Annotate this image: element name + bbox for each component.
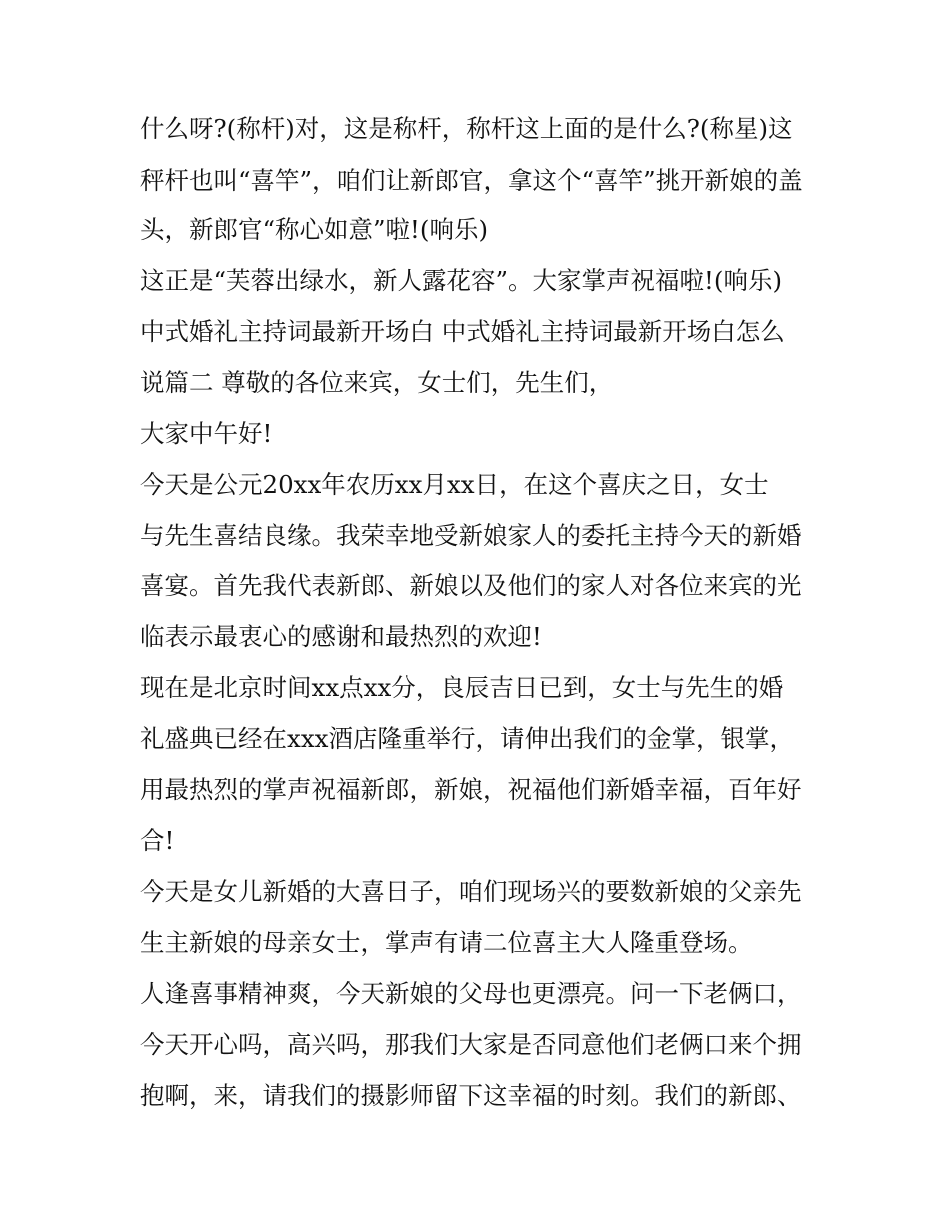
text-line: 临表示最衷心的感谢和最热烈的欢迎! xyxy=(140,622,542,651)
text-line: 这正是“芙蓉出绿水，新人露花容”。大家掌声祝福啦!(响乐) xyxy=(140,266,783,295)
text-line: 人逢喜事精神爽，今天新娘的父母也更漂亮。问一下老俩口， xyxy=(140,979,802,1008)
text-line: 现在是北京时间xx点xx分，良辰吉日已到，女士与先生的婚 xyxy=(140,673,784,702)
text-line: 礼盛典已经在xxx酒店隆重举行，请伸出我们的金掌，银掌， xyxy=(140,724,794,753)
text-line: 头，新郎官“称心如意”啦!(响乐) xyxy=(140,215,489,244)
text-line: 什么呀?(称杆)对，这是称杆，称杆这上面的是什么?(称星)这 xyxy=(140,114,793,143)
text-line: 喜宴。首先我代表新郎、新娘以及他们的家人对各位来宾的光 xyxy=(140,571,802,600)
text-line: 今天开心吗，高兴吗，那我们大家是否同意他们老俩口来个拥 xyxy=(140,1030,802,1059)
text-line: 今天是公元20xx年农历xx月xx日，在这个喜庆之日，女士 xyxy=(140,470,769,499)
text-line: 大家中午好! xyxy=(140,419,273,448)
text-line: 抱啊，来，请我们的摄影师留下这幸福的时刻。我们的新郎、 xyxy=(140,1081,802,1110)
text-line: 生主新娘的母亲女士，掌声有请二位喜主大人隆重登场。 xyxy=(140,928,753,957)
text-line: 今天是女儿新婚的大喜日子，咱们现场兴的要数新娘的父亲先 xyxy=(140,877,802,906)
text-line: 中式婚礼主持词最新开场白 中式婚礼主持词最新开场白怎么 xyxy=(140,317,785,346)
text-line: 说篇二 尊敬的各位来宾，女士们，先生们， xyxy=(140,368,614,397)
text-line: 用最热烈的掌声祝福新郎，新娘，祝福他们新婚幸福，百年好 xyxy=(140,775,802,804)
text-line: 合! xyxy=(140,826,175,855)
text-line: 秤杆也叫“喜竿”，咱们让新郎官，拿这个“喜竿”挑开新娘的盖 xyxy=(140,166,803,195)
text-line: 与先生喜结良缘。我荣幸地受新娘家人的委托主持今天的新婚 xyxy=(140,521,802,550)
